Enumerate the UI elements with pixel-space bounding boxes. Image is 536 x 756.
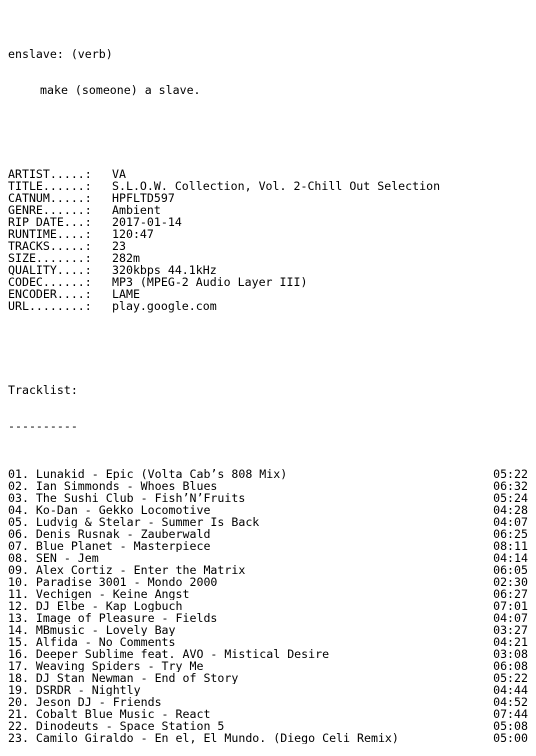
metadata-value: 2017-01-14: [112, 215, 182, 229]
track-title: 06. Denis Rusnak - Zauberwald: [8, 528, 211, 540]
track-row: [8, 660, 528, 672]
track-row: [8, 672, 528, 684]
metadata-key: TRACKS.....:: [8, 239, 92, 253]
track-row: [8, 576, 528, 588]
track-duration: 05:22: [493, 671, 528, 685]
metadata-key: SIZE.......:: [8, 251, 92, 265]
track-duration: 08:11: [493, 539, 528, 553]
definition-term: enslave: (verb): [8, 47, 113, 61]
metadata-key: RUNTIME....:: [8, 227, 92, 241]
track-title: 05. Ludvig & Stelar - Summer Is Back: [8, 516, 260, 528]
metadata-value: 282m: [112, 251, 140, 265]
track-title: 03. The Sushi Club - Fish’N’Fruits: [8, 492, 246, 504]
track-duration: 04:52: [493, 695, 528, 709]
metadata-key: CODEC......:: [8, 275, 92, 289]
track-row: [8, 504, 528, 516]
track-row: [8, 708, 528, 720]
track-row: [8, 732, 528, 744]
nfo-document: [8, 24, 530, 756]
track-duration: 02:30: [493, 575, 528, 589]
track-row: [8, 552, 528, 564]
track-row: [8, 468, 528, 480]
track-duration: 06:25: [493, 527, 528, 541]
spacer: [8, 348, 530, 360]
track-duration: 04:07: [493, 515, 528, 529]
metadata-value: 23: [112, 239, 126, 253]
metadata-key: URL........:: [8, 299, 92, 313]
metadata-key: QUALITY....:: [8, 263, 92, 277]
track-duration: 06:08: [493, 659, 528, 673]
metadata-value: HPFLTD597: [112, 191, 175, 205]
track-title: 07. Blue Planet - Masterpiece: [8, 540, 211, 552]
track-duration: 04:07: [493, 611, 528, 625]
definition-text: make (someone) a slave.: [40, 83, 201, 97]
track-duration: 07:01: [493, 599, 528, 613]
track-row: [8, 720, 528, 732]
track-title: 16. Deeper Sublime feat. AVO - Mistical Desire: [8, 648, 330, 660]
track-duration: 05:24: [493, 491, 528, 505]
metadata-value: 120:47: [112, 227, 154, 241]
track-title: 12. DJ Elbe - Kap Logbuch: [8, 600, 183, 612]
track-duration: 03:08: [493, 647, 528, 661]
track-duration: 06:32: [493, 479, 528, 493]
track-title: 08. SEN - Jem: [8, 552, 99, 564]
metadata-value: S.L.O.W. Collection, Vol. 2-Chill Out Selection: [112, 179, 441, 193]
metadata-row: [8, 300, 530, 312]
track-row: [8, 588, 528, 600]
release-metadata: [8, 168, 530, 312]
track-title: 21. Cobalt Blue Music - React: [8, 708, 211, 720]
tracklist-heading: Tracklist:: [8, 383, 78, 397]
track-row: [8, 564, 528, 576]
metadata-key: CATNUM.....:: [8, 191, 92, 205]
spacer: [8, 120, 530, 132]
track-row: [8, 684, 528, 696]
track-duration: 05:00: [493, 731, 528, 745]
track-row: [8, 600, 528, 612]
track-row: [8, 480, 528, 492]
track-title: 15. Alfida - No Comments: [8, 636, 176, 648]
track-row: [8, 696, 528, 708]
track-duration: 05:08: [493, 719, 528, 733]
track-title: 09. Alex Cortiz - Enter the Matrix: [8, 564, 246, 576]
track-duration: 04:44: [493, 683, 528, 697]
track-duration: 04:28: [493, 503, 528, 517]
track-title: 10. Paradise 3001 - Mondo 2000: [8, 576, 218, 588]
track-title: 18. DJ Stan Newman - End of Story: [8, 672, 239, 684]
metadata-value: Ambient: [112, 203, 161, 217]
metadata-key: GENRE......:: [8, 203, 92, 217]
track-title: 02. Ian Simmonds - Whoes Blues: [8, 480, 218, 492]
track-duration: 04:14: [493, 551, 528, 565]
track-title: 22. Dinodeuts - Space Station 5: [8, 720, 225, 732]
track-row: [8, 624, 528, 636]
tracklist-underline: ----------: [8, 419, 78, 433]
track-row: [8, 636, 528, 648]
metadata-key: ARTIST.....:: [8, 167, 92, 181]
track-row: [8, 516, 528, 528]
track-title: 17. Weaving Spiders - Try Me: [8, 660, 204, 672]
track-row: [8, 492, 528, 504]
track-row: [8, 612, 528, 624]
track-duration: 03:27: [493, 623, 528, 637]
track-duration: 05:22: [493, 467, 528, 481]
track-title: 20. Jeson DJ - Friends: [8, 696, 162, 708]
metadata-value: 320kbps 44.1kHz: [112, 263, 217, 277]
tracklist: [8, 468, 530, 744]
track-duration: 06:05: [493, 563, 528, 577]
track-title: 23. Camilo Giraldo - En el, El Mundo. (Diego Celi Remix): [8, 732, 399, 744]
metadata-value: LAME: [112, 287, 140, 301]
track-duration: 07:44: [493, 707, 528, 721]
track-title: 01. Lunakid - Epic (Volta Cab’s 808 Mix): [8, 468, 288, 480]
track-row: [8, 540, 528, 552]
metadata-value: play.google.com: [112, 299, 217, 313]
metadata-key: RIP DATE...:: [8, 215, 92, 229]
track-title: 04. Ko-Dan - Gekko Locomotive: [8, 504, 211, 516]
track-title: 14. MBmusic - Lovely Bay: [8, 624, 176, 636]
track-row: [8, 528, 528, 540]
metadata-value: MP3 (MPEG-2 Audio Layer III): [112, 275, 308, 289]
track-duration: 04:21: [493, 635, 528, 649]
track-title: 19. DSRDR - Nightly: [8, 684, 141, 696]
track-title: 13. Image of Pleasure - Fields: [8, 612, 218, 624]
metadata-value: VA: [112, 167, 126, 181]
metadata-key: ENCODER....:: [8, 287, 92, 301]
track-row: [8, 648, 528, 660]
track-duration: 06:27: [493, 587, 528, 601]
track-title: 11. Vechigen - Keine Angst: [8, 588, 190, 600]
metadata-key: TITLE......:: [8, 179, 92, 193]
